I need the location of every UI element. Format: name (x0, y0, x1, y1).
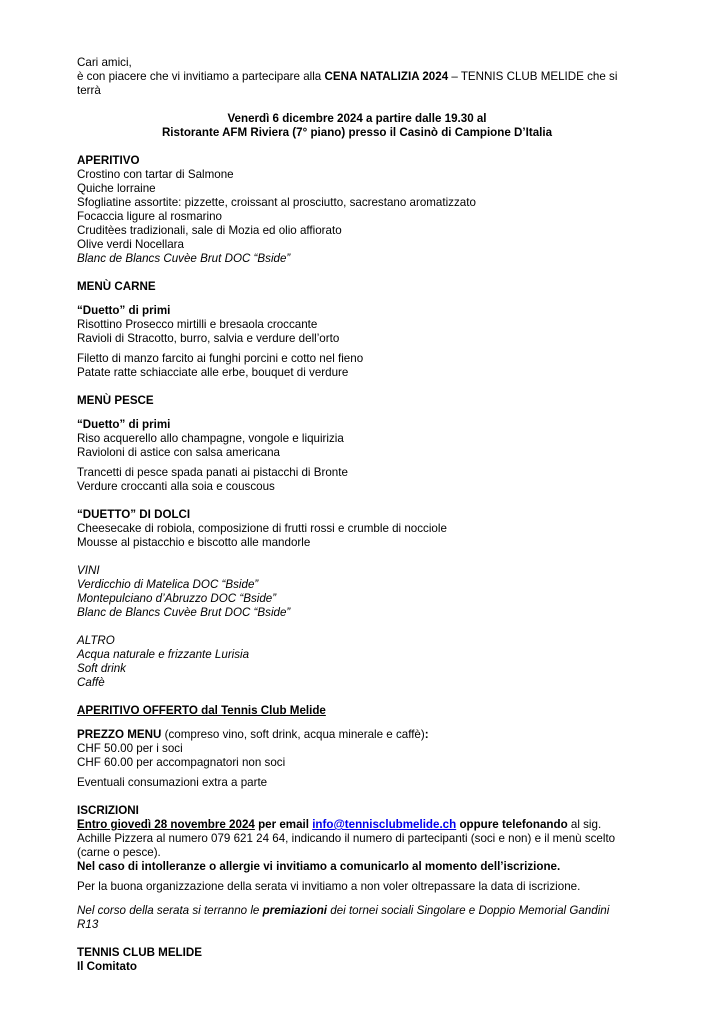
deadline: Entro giovedì 28 novembre 2024 (77, 818, 255, 831)
list-item: Sfogliatine assortite: pizzette, croissant al prosciutto, sacrestano aromatizzato (77, 196, 476, 209)
email-link[interactable]: info@tennisclubmelide.ch (312, 818, 457, 831)
list-item: Mousse al pistacchio e biscotto alle mandorle (77, 536, 311, 549)
aperitivo-offerto: APERITIVO OFFERTO dal Tennis Club Melide (77, 704, 326, 717)
list-item: Quiche lorraine (77, 182, 156, 195)
greeting: Cari amici, (77, 56, 132, 69)
list-item: Cruditèes tradizionali, sale di Mozia ed olio affiorato (77, 224, 342, 237)
iscrizioni-title: ISCRIZIONI (77, 804, 139, 817)
premiazioni-word: premiazioni (262, 904, 328, 917)
allergie-note: Nel caso di intolleranze o allergie vi invitiamo a comunicarlo al momento dell’iscrizione. (77, 860, 561, 873)
list-item: Patate ratte schiacciate alle erbe, bouquet di verdure (77, 366, 349, 379)
list-item: Filetto di manzo farcito ai funghi porcini e cotto nel fieno (77, 352, 364, 365)
event-date: Venerdì 6 dicembre 2024 a partire dalle 19.30 al (227, 112, 487, 125)
list-item: Crostino con tartar di Salmone (77, 168, 234, 181)
aperitivo-wine: Blanc de Blancs Cuvèe Brut DOC “Bside” (77, 252, 291, 265)
dolci-title: “DUETTO” DI DOLCI (77, 508, 191, 521)
intro-line: è con piacere che vi invitiamo a partecipare alla CENA NATALIZIA 2024 – TENNIS CLUB MELIDE che si (77, 70, 618, 83)
prezzo-line: PREZZO MENU (compreso vino, soft drink, acqua minerale e caffè): (77, 728, 429, 741)
list-item: Risottino Prosecco mirtilli e bresaola croccante (77, 318, 318, 331)
list-item: Ravioloni di astice con salsa americana (77, 446, 280, 459)
prezzo-extra: Eventuali consumazioni extra a parte (77, 776, 268, 789)
list-item: Soft drink (77, 662, 126, 675)
list-item: Riso acquerello allo champagne, vongole e liquirizia (77, 432, 344, 445)
list-item: Verdure croccanti alla soia e couscous (77, 480, 275, 493)
iscrizioni-line-2: Achille Pizzera al numero 079 621 24 64, indicando il numero di partecipanti (soci e non) e il menù scelto (77, 832, 616, 845)
list-item: Trancetti di pesce spada panati ai pistacchi di Bronte (77, 466, 348, 479)
premiazioni-line-2: R13 (77, 918, 99, 931)
signature-comitato: Il Comitato (77, 960, 137, 973)
iscrizioni-line-3: (carne o pesce). (77, 846, 161, 859)
prezzo-non-soci: CHF 60.00 per accompagnatori non soci (77, 756, 286, 769)
signature-club: TENNIS CLUB MELIDE (77, 946, 202, 959)
invitation-letter (77, 56, 637, 974)
list-item: Acqua naturale e frizzante Lurisia (77, 648, 250, 661)
list-item: Cheesecake di robiola, composizione di frutti rossi e crumble di nocciole (77, 522, 447, 535)
prezzo-label: PREZZO MENU (77, 728, 162, 741)
intro-line-end: terrà (77, 84, 101, 97)
altro-title: ALTRO (77, 634, 115, 647)
organizzazione-note: Per la buona organizzazione della serata vi invitiamo a non voler oltrepassare la data di iscrizione. (77, 880, 581, 893)
premiazioni-line: Nel corso della serata si terranno le premiazioni dei tornei sociali Singolare e Doppio Memorial Gandini (77, 904, 610, 917)
event-name: CENA NATALIZIA 2024 (324, 70, 449, 83)
menu-pesce-title: MENÙ PESCE (77, 394, 154, 407)
prezzo-soci: CHF 50.00 per i soci (77, 742, 183, 755)
list-item: Verdicchio di Matelica DOC “Bside” (77, 578, 259, 591)
list-item: Ravioli di Stracotto, burro, salvia e verdure dell’orto (77, 332, 340, 345)
list-item: Blanc de Blancs Cuvèe Brut DOC “Bside” (77, 606, 291, 619)
menu-carne-title: MENÙ CARNE (77, 280, 156, 293)
iscrizioni-line: Entro giovedì 28 novembre 2024 per email info@tennisclubmelide.ch oppure telefonando al sig. (77, 818, 602, 831)
vini-title: VINI (77, 564, 100, 577)
list-item: Olive verdi Nocellara (77, 238, 184, 251)
event-place: Ristorante AFM Riviera (7° piano) presso il Casinò di Campione D’Italia (161, 126, 553, 139)
carne-duetto-title: “Duetto” di primi (77, 304, 171, 317)
list-item: Caffè (77, 676, 105, 689)
list-item: Montepulciano d’Abruzzo DOC “Bside” (77, 592, 277, 605)
aperitivo-title: APERITIVO (77, 154, 140, 167)
pesce-duetto-title: “Duetto” di primi (77, 418, 171, 431)
list-item: Focaccia ligure al rosmarino (77, 210, 222, 223)
